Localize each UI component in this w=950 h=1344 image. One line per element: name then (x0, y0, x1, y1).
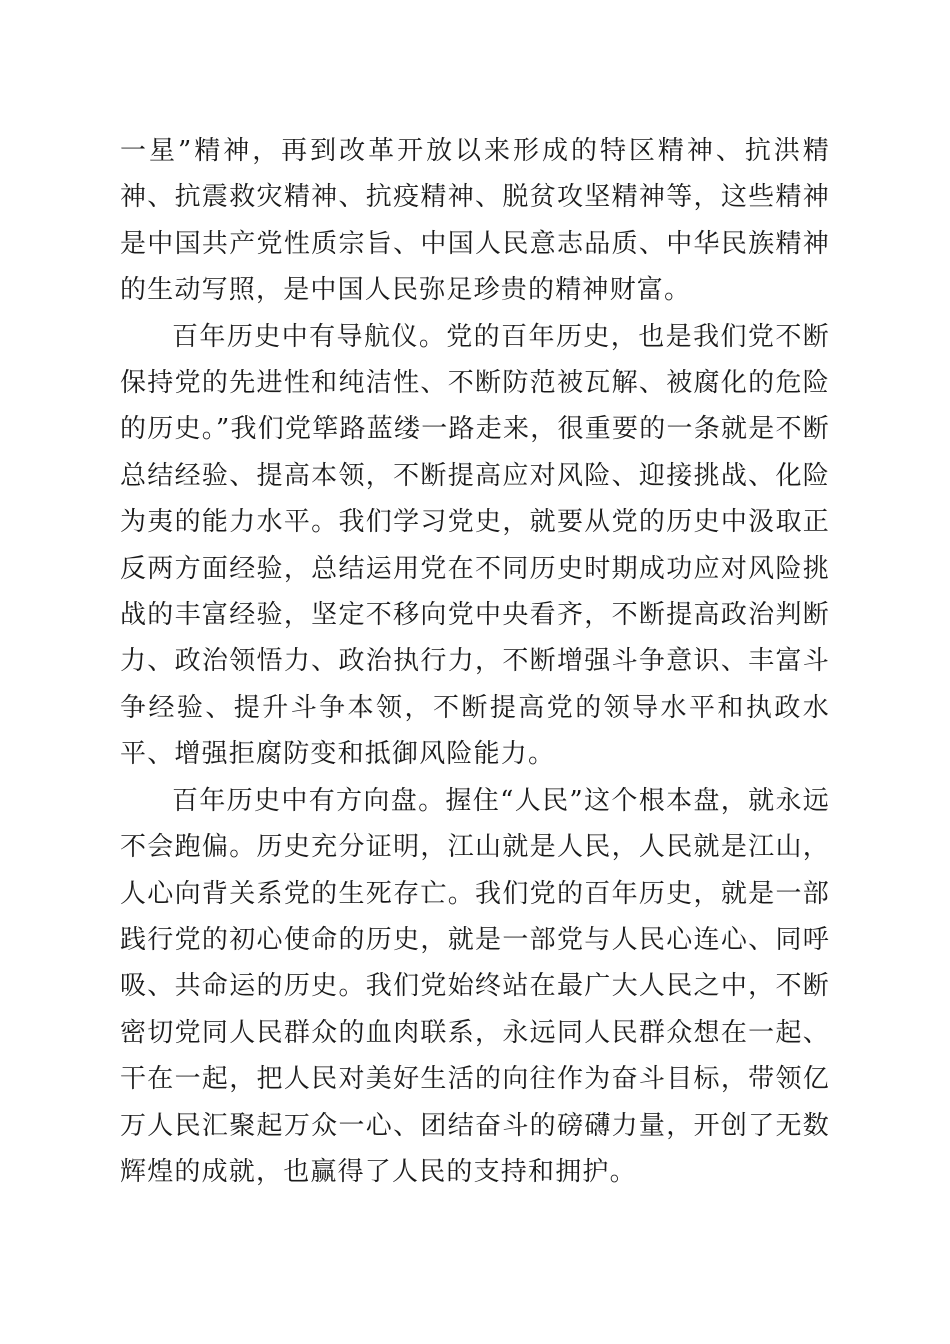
paragraph-navigator: 百年历史中有导航仪。党的百年历史，也是我们党不断保持党的先进性和纯洁性、不断防范被瓦解、被腐化的危险的历史。”我们党筚路蓝缕一路走来，很重要的一条就是不断总结经验、提高本领，不断提高应对风险、迎接挑战、化险为夷的能力水平。我们学习党史，就要从党的历史中汲取正反两方面经验，总结运用党在不同历史时期成功应对风险挑战的丰富经验，坚定不移向党中央看齐，不断提高政治判断力、政治领悟力、政治执行力，不断增强斗争意识、丰富斗争经验、提升斗争本领，不断提高党的领导水平和执政水平、增强拒腐防变和抵御风险能力。 (120, 321, 830, 770)
paragraph-continuation: 一星”精神，再到改革开放以来形成的特区精神、抗洪精神、抗震救灾精神、抗疫精神、脱贫攻坚精神等，这些精神是中国共产党性质宗旨、中国人民意志品质、中华民族精神的生动写照，是中国人民弥足珍贵的精神财富。 (120, 136, 830, 306)
document-body (120, 128, 830, 1195)
paragraph-steering-wheel: 百年历史中有方向盘。握住“人民”这个根本盘，就永远不会跑偏。历史充分证明，江山就是人民，人民就是江山，人心向背关系党的生死存亡。我们党的百年历史，就是一部践行党的初心使命的历史，就是一部党与人民心连心、同呼吸、共命运的历史。我们党始终站在最广大人民之中，不断密切党同人民群众的血肉联系，永远同人民群众想在一起、干在一起，把人民对美好生活的向往作为奋斗目标，带领亿万人民汇聚起万众一心、团结奋斗的磅礴力量，开创了无数辉煌的成就，也赢得了人民的支持和拥护。 (120, 785, 830, 1187)
